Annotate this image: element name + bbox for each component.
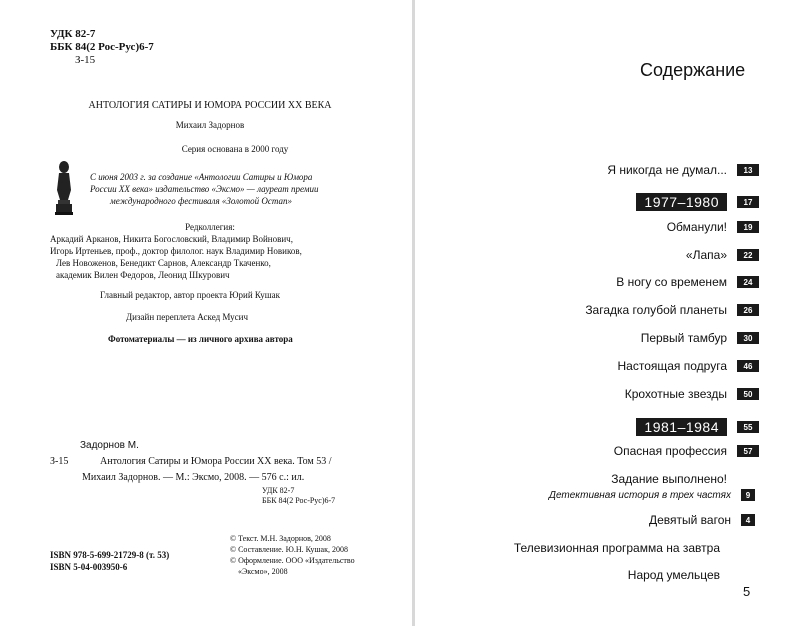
cover-design: Дизайн переплета Аскед Мусич	[126, 312, 249, 322]
isbn-volume: ISBN 978-5-699-21729-8 (т. 53)	[50, 550, 170, 560]
page-number: 5	[743, 584, 751, 599]
catalog-udk: УДК 82-7	[262, 486, 295, 495]
toc-title: Задание выполнено!	[611, 472, 727, 486]
toc-period-label: 1977–1980	[636, 193, 727, 211]
toc-title: Телевизионная программа на завтра	[513, 541, 720, 555]
toc-page-number: 57	[737, 445, 759, 457]
photo-credits: Фотоматериалы — из личного архива автора	[108, 334, 293, 344]
toc-entry[interactable]	[641, 329, 759, 347]
toc-entry[interactable]	[667, 218, 759, 236]
udk-code: УДК 82-7	[50, 28, 96, 40]
contents-page	[415, 0, 800, 626]
board-heading: Редколлегия:	[185, 222, 235, 232]
toc-title: Девятый вагон	[648, 513, 731, 527]
award-line-2: России XX века» издательство «Эксмо» — лауреат премии	[90, 184, 319, 194]
toc-title: Я никогда не думал...	[607, 163, 727, 177]
toc-entry[interactable]	[625, 385, 759, 403]
chief-editor: Главный редактор, автор проекта Юрий Кушак	[100, 290, 281, 300]
board-line-2: Игорь Иртеньев, проф., доктор филолог. наук Владимир Новиков,	[50, 246, 302, 256]
toc-entry[interactable]	[618, 357, 760, 375]
toc-title: Первый тамбур	[640, 331, 727, 345]
toc-title: Крохотные звезды	[624, 387, 727, 401]
toc-period[interactable]	[636, 418, 759, 436]
toc-title: Настоящая подруга	[617, 359, 727, 373]
award-line-3: международного фестиваля «Золотой Остап»	[110, 196, 293, 206]
toc-page-number: 9	[741, 489, 755, 501]
catalog-code: З-15	[50, 456, 69, 467]
author-name: Михаил Задорнов	[175, 120, 245, 130]
toc-title: Опасная профессия	[613, 444, 727, 458]
toc-page-number: 17	[737, 196, 759, 208]
toc-page-number: 22	[737, 249, 759, 261]
toc-entry[interactable]	[607, 161, 759, 179]
toc-period[interactable]	[636, 193, 759, 211]
isbn-series: ISBN 5-04-003950-6	[50, 562, 128, 572]
catalog-bbk: ББК 84(2 Рос-Рус)6-7	[262, 496, 336, 505]
toc-page-number: 46	[737, 360, 759, 372]
toc-subtitle: Детективная история в трех частях	[548, 489, 731, 501]
toc-entry[interactable]	[616, 273, 759, 291]
board-line-3: Лев Новоженов, Бенедикт Сарнов, Александр Ткаченко,	[56, 258, 271, 268]
series-founded: Серия основана в 2000 году	[181, 144, 289, 154]
toc-period-label: 1981–1984	[636, 418, 727, 436]
toc-entry[interactable]	[649, 511, 755, 529]
board-line-4: академик Вилен Федоров, Леонид Шкурович	[56, 270, 230, 280]
copyright-text: © Текст. М.Н. Задорнов, 2008	[230, 534, 331, 543]
toc-entry[interactable]	[514, 539, 720, 557]
copyright-compilation: © Составление. Ю.Н. Кушак, 2008	[230, 545, 348, 554]
toc-entry[interactable]	[585, 301, 759, 319]
toc-page-number: 13	[737, 164, 759, 176]
toc-page-number: 24	[737, 276, 759, 288]
toc-page-number: 19	[737, 221, 759, 233]
author-code: З-15	[75, 54, 96, 66]
toc-page-number: 26	[737, 304, 759, 316]
toc-entry[interactable]	[628, 566, 720, 584]
board-line-1: Аркадий Арканов, Никита Богословский, Владимир Войнович,	[50, 234, 293, 244]
award-line-1: С июня 2003 г. за создание «Антологии Сатиры и Юмора	[90, 172, 313, 182]
toc-title: Обманули!	[666, 220, 727, 234]
toc-title: «Лапа»	[685, 248, 727, 262]
catalog-author: Задорнов М.	[80, 440, 139, 451]
toc-entry-subtitle[interactable]	[549, 486, 755, 504]
toc-page-number: 55	[737, 421, 759, 433]
contents-heading: Содержание	[640, 60, 746, 80]
toc-entry[interactable]	[614, 442, 759, 460]
golden-ostap-statuette-icon	[52, 160, 76, 216]
copyright-publisher: «Эксмо», 2008	[238, 567, 288, 576]
toc-title: В ногу со временем	[616, 275, 727, 289]
toc-title: Загадка голубой планеты	[585, 303, 727, 317]
toc-page-number: 30	[737, 332, 759, 344]
toc-page-number: 50	[737, 388, 759, 400]
catalog-line-1: Антология Сатиры и Юмора России XX века. Том 53 /	[100, 456, 332, 467]
anthology-title: АНТОЛОГИЯ САТИРЫ И ЮМОРА РОССИИ XX ВЕКА	[88, 100, 332, 111]
toc-page-number: 4	[741, 514, 755, 526]
bbk-code: ББК 84(2 Рос-Рус)6-7	[50, 41, 154, 53]
copyright-design: © Оформление. ООО «Издательство	[230, 556, 355, 565]
toc-title: Народ умельцев	[627, 568, 720, 582]
toc-entry[interactable]	[686, 246, 759, 264]
catalog-line-2: Михаил Задорнов. — М.: Эксмо, 2008. — 576 с.: ил.	[82, 472, 305, 483]
